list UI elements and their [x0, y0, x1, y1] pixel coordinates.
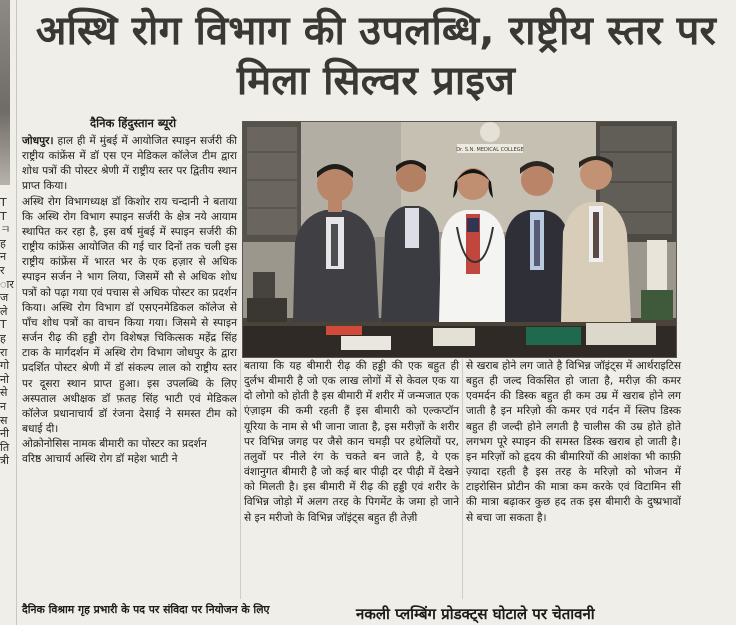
adjacent-column-fragment: त्री — [0, 454, 9, 468]
column-rule — [240, 359, 241, 599]
article-column-1 — [22, 134, 237, 467]
adjacent-column-text — [0, 196, 16, 468]
byline-bureau: दैनिक हिंदुस्तान ब्यूरो — [90, 116, 177, 130]
body-paragraph: वरिष्ठ आचार्य अस्थि रोग डॉ महेश भाटी ने — [22, 453, 178, 466]
dateline: जोधपुर। — [22, 135, 54, 147]
adjacent-column-fragment: रा — [0, 345, 8, 359]
photo-illustration — [243, 122, 676, 357]
adjacent-column-fragment: न — [0, 399, 7, 413]
adjacent-column-fragment: गो — [0, 359, 10, 373]
lead-text: हाल ही में मुंबई में आयोजित स्पाइन सर्जरी की राष्ट्रीय कांफ्रेंस में डॉ एस एन मेडिकल कॉलेज टीम द्वारा शोध पत्रों की पोस्टर श्रेणी में राष्ट्रीय स्तर पर द्वितीय स्थान प्राप्त किया। — [22, 135, 237, 193]
article-column-2 — [244, 359, 459, 526]
body-paragraph: से खराब होने लग जाते है विभिन्न जॉइंट्स में आर्थराइटिस बहुत ही जल्द विकसित हो जाता है, मरीज़ की कमर एवमर्दन की डिस्क बहुत ही कम उम्र में खराब होने लग जाती है इन मरिज़ो की कमर एवं गर्दन में स्लिप डिस्क बहुत ही जल्दी होने लगती है चालीस की उम्र होते होते लगभग पूरे स्पाइन की समस्त डिस्क खराब हो जाती है। इन मरिज़ों को हृदय की बीमारियों की आशंका भी काफ़ी ज़्यादा रहती है इस तरह के मरिज़ो को भोजन में टाइरोसिन प्रोटीन की मात्रा कम करके एवं विटामिन सी की मात्रा बढ़ाकर कुछ हद तक इस बीमारी के दुष्प्रभावों से बचा जा सकता है। — [466, 360, 681, 524]
next-article-headline-left: दैनिक विश्राम गृह प्रभारी के पद पर संविदा पर नियोजन के लिए — [22, 603, 270, 616]
adjacent-column-fragment: ार — [0, 277, 14, 291]
adjacent-column-fragment: न — [0, 250, 7, 264]
body-paragraph: बताया कि यह बीमारी रीढ़ की हड्डी की एक बहुत ही दुर्लभ बीमारी है जो एक लाख लोगों में से केवल एक या दो लोगो को होती है इस बीमारी में शरीर में जन्मजात एक एंज़ाइम की कमी रहती हैं इस बीमारी को एल्कप्टॉन यूरिया के नाम से भी जाना जाता है, इस मरीज़ों के शरीर पर विभिन्न जगह पर जैसे कान चमड़ी पर हथेलियों पर, तलुवों पर नीले रंग के चकते बन जाते है, ये एक वंशानुगत बीमारी है जो कई बार पीढ़ी दर पीढ़ी में देखने को मिलती है। इस बीमारी में रीढ़ की हड्डी एवं शरीर के विभिन्न जोड़ो में अलग तरह के पिगमेंट के जमा हो जाने से इन मरीजो के विभिन्न जॉइंट्स बहुत ही तेज़ी — [244, 360, 459, 524]
article-headline: अस्थि रोग विभाग की उपलब्धि, राष्ट्रीय स्तर पर मिला सिल्वर प्राइज — [35, 8, 717, 104]
column-rule — [462, 359, 463, 599]
adjacent-column-fragment: से — [0, 386, 8, 400]
adjacent-column-fragment: स — [0, 413, 8, 427]
lead-paragraph — [22, 134, 237, 195]
adjacent-column-fragment: T — [0, 209, 7, 223]
award-team-photo — [242, 121, 677, 358]
adjacent-column-fragment: नो — [0, 372, 9, 386]
adjacent-photo-fragment — [0, 0, 10, 185]
adjacent-column-fragment: T — [0, 318, 7, 332]
adjacent-column-fragment: र — [0, 263, 5, 277]
sub-heading-paragraph: ओक्रोनोसिस नामक बीमारी का पोस्टर का प्रदर्शन — [22, 438, 207, 451]
wall-plaque-text: Dr. S.N. MEDICAL COLLEGE — [456, 147, 524, 153]
next-article-headline-right: नकली प्लम्बिंग प्रोडक्ट्स घोटाले पर चेतावनी — [356, 605, 595, 623]
adjacent-column-fragment: नी — [0, 427, 9, 441]
adjacent-column-fragment: ह — [0, 331, 6, 345]
body-paragraph: अस्थि रोग विभागध्यक्ष डॉ किशोर राय चन्दानी ने बताया कि अस्थि रोग विभाग स्पाइन सर्जरी के क्षेत्र नये आयाम स्थापित कर रहा है, इस वर्ष मुंबई में स्पाइन सर्जरी की राष्ट्रीय कांफ्रेंस आयोजित की गई चार दिनों तक चली इस राष्ट्रीय कांफ्रेंस में भारत भर के एक हज़ार से अधिक स्पाइन सर्जन ने भाग लिया, जिसमें सौ से अधिक शोध पत्रों को पढ़ा गया एवं पचास से अधिक पोस्टर का प्रदर्शन किया। अस्थि रोग विभाग डॉ एसएनमेडिकल कॉलेज से पाँच शोध पत्रों का वाचन किया गया। जिसमे से स्पाइन सर्जन रीढ़ की हड्डी रोग विशेषज्ञ चिकित्सक महेंद्र सिंह टाक के मार्गदर्शन में अस्थि रोग विभाग जोधपुर के द्वारा प्रदर्शित पोस्टर श्रेणी में डॉ संकल्प लाल को राष्ट्रीय स्तर पर दूसरा स्थान प्राप्त हुआ। इस उपलब्धि के लिए अस्पताल अधीक्षक डॉ फ़तह सिंह भाटी एवं मेडिकल कॉलेज प्रधानाचार्य डॉ रंजना देसाई ने समस्त टीम को बधाई दी। — [22, 195, 237, 435]
adjacent-column-fragment: ㅋ — [0, 223, 11, 237]
adjacent-column-fragment: ति — [0, 440, 10, 454]
adjacent-column-strip — [0, 0, 17, 625]
article-column-3 — [466, 359, 681, 526]
adjacent-column-fragment: ह — [0, 236, 6, 250]
adjacent-column-fragment: ज — [0, 291, 9, 305]
adjacent-column-fragment: T — [0, 196, 7, 209]
adjacent-column-fragment: ले — [0, 304, 8, 318]
